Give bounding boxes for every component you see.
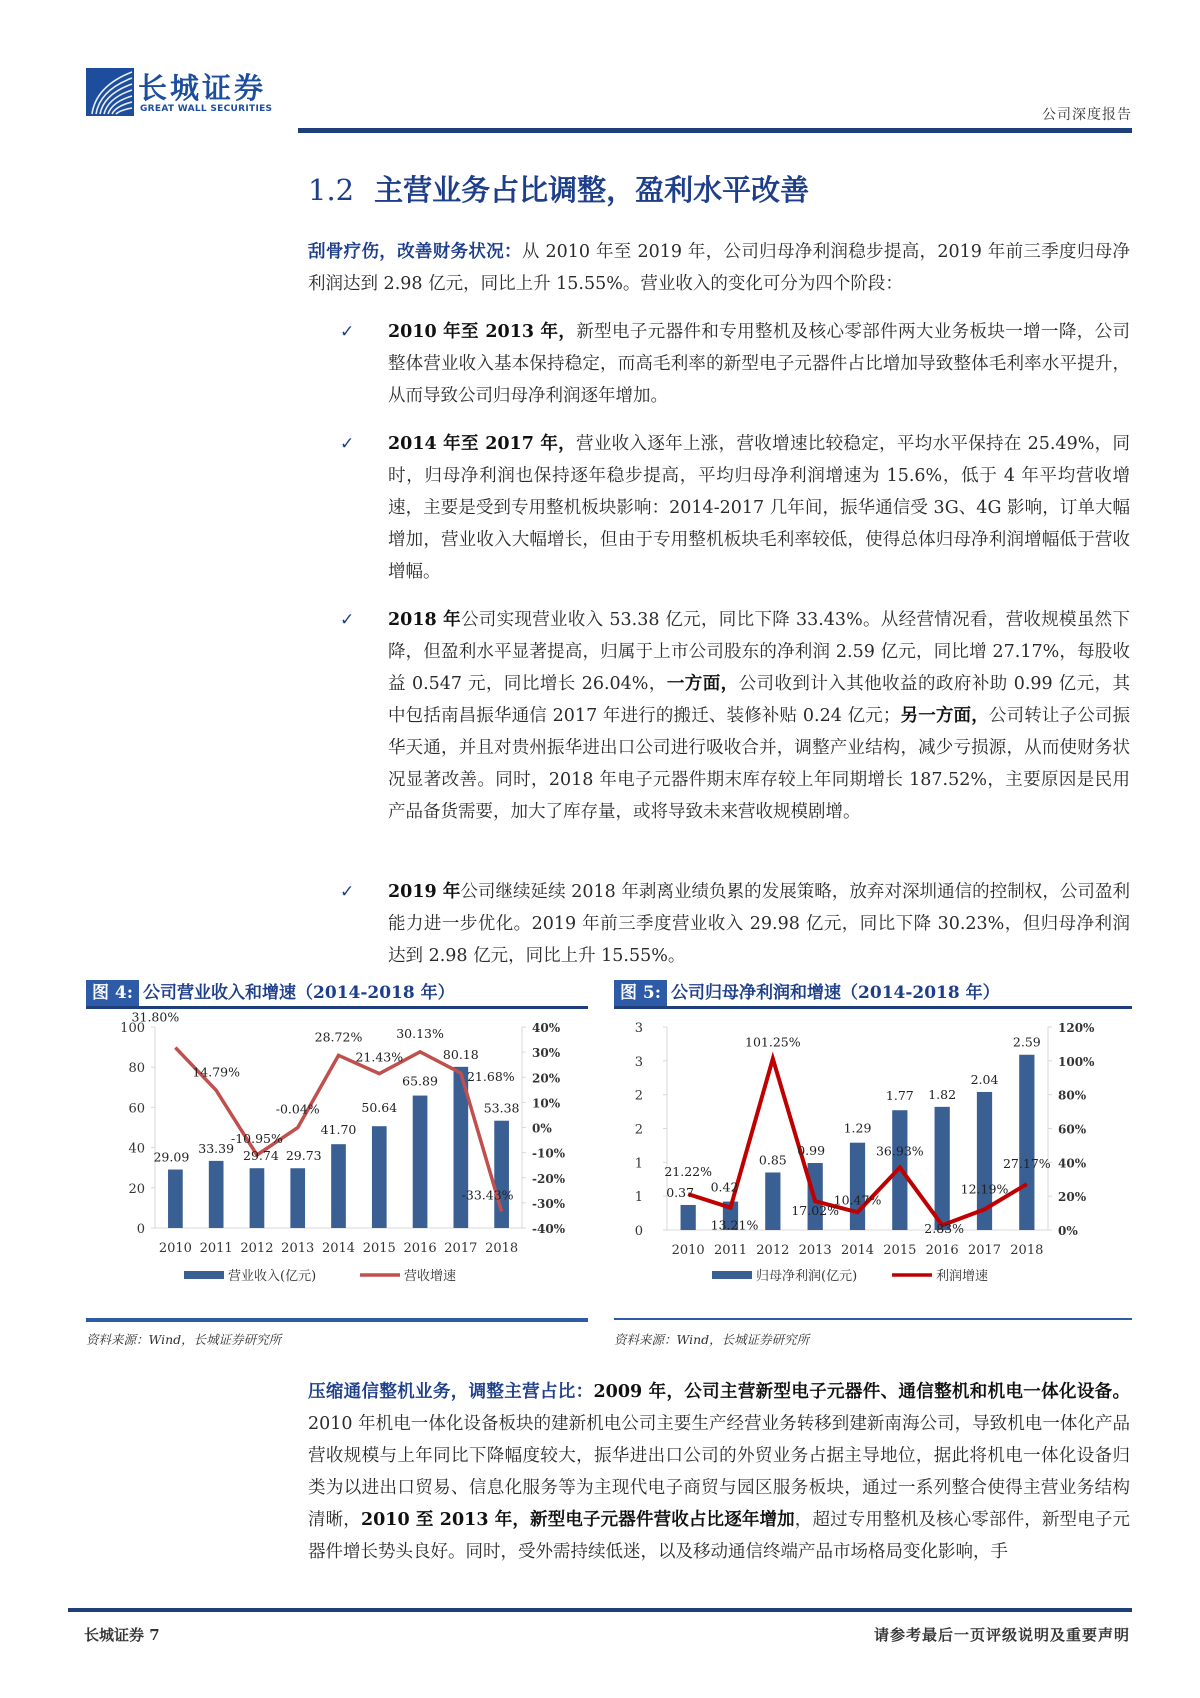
bar xyxy=(765,1172,780,1230)
closing-bold: 2009 年，公司主营新型电子元器件、通信整机和机电一体化设备。 xyxy=(593,1382,1131,1402)
y-axis-tick-label: 0 xyxy=(634,1224,643,1239)
line-value-label: 21.22% xyxy=(664,1164,713,1180)
y-axis-tick-label: 40 xyxy=(128,1141,145,1157)
x-axis-tick-label: 2014 xyxy=(321,1241,356,1256)
bullet-2018 xyxy=(340,604,1130,828)
section-title xyxy=(308,168,809,209)
legend-line-label: 利润增速 xyxy=(936,1269,989,1284)
figure-4 xyxy=(86,980,588,1009)
bar xyxy=(290,1168,305,1228)
bar-value-label: 53.38 xyxy=(483,1100,520,1116)
bar xyxy=(850,1143,865,1230)
legend-line-label: 营收增速 xyxy=(404,1269,457,1284)
line-value-label: 30.13% xyxy=(396,1025,444,1041)
intro-text: 从 2010 年至 2019 年，公司归母净利润稳步提高，2019 年前三季度归母净利润达到 2.98 亿元，同比上升 15.55%。营业收入的变化可分为四个阶段： xyxy=(308,242,1130,294)
y-axis-tick-label: 0 xyxy=(136,1222,145,1237)
bullet-text: 新型电子元器件和专用整机及核心零部件两大业务板块一增一降，公司整体营业收入基本保持稳定，而高毛利率的新型电子元器件占比增加导致整体毛利率水平提升，从而导致公司归母净利润逐年增加。 xyxy=(388,322,1130,406)
bar xyxy=(168,1170,183,1228)
y-axis-tick-label: 2 xyxy=(634,1088,643,1104)
bar xyxy=(209,1161,224,1228)
line-value-label: 31.80% xyxy=(131,1012,180,1025)
checkmark-icon: ✓ xyxy=(340,322,355,342)
figure-5-caption: 公司归母净利润和增速（2014-2018 年） xyxy=(671,983,1000,1003)
bar xyxy=(331,1144,346,1228)
y-axis-tick-label: 3 xyxy=(634,1054,643,1070)
y2-axis-tick-label: -30% xyxy=(532,1196,566,1211)
figure-4-source: 资料来源：Wind，长城证券研究所 xyxy=(86,1332,282,1347)
figure-5-bottom-rule xyxy=(614,1318,1132,1320)
closing-paragraph xyxy=(308,1376,1130,1568)
header-divider xyxy=(298,128,1132,133)
y2-axis-tick-label: 40% xyxy=(532,1021,561,1035)
legend-bar-label: 营业收入(亿元) xyxy=(228,1269,317,1284)
bar-value-label: 1.77 xyxy=(885,1088,914,1104)
bullet-2019 xyxy=(340,876,1130,972)
bar-value-label: 29.73 xyxy=(285,1148,322,1164)
section-number: 1.2 xyxy=(308,173,355,207)
x-axis-tick-label: 2018 xyxy=(1010,1243,1044,1258)
bar xyxy=(1019,1055,1034,1230)
intro-paragraph xyxy=(308,236,1130,300)
bar-value-label: 33.39 xyxy=(198,1140,235,1156)
revenue-chart xyxy=(86,1012,588,1312)
y-axis-tick-label: 80 xyxy=(128,1061,145,1077)
x-axis-tick-label: 2012 xyxy=(240,1241,274,1256)
y-axis-tick-label: 1 xyxy=(634,1156,643,1172)
bar-value-label: 29.74 xyxy=(243,1148,279,1164)
closing-text: ，超过专用整机及核心零部件，新型电子元器件增长势头良好。同时，受外需持续低迷，以及移动通信终端产品市场格局变化影响，手 xyxy=(308,1510,1130,1562)
bar-value-label: 80.18 xyxy=(442,1046,479,1062)
x-axis-tick-label: 2010 xyxy=(158,1241,192,1256)
y2-axis-tick-label: -20% xyxy=(532,1171,566,1186)
line-value-label: 2.83% xyxy=(924,1221,965,1237)
bullet-bold-inline: 一方面， xyxy=(666,674,739,694)
x-axis-tick-label: 2016 xyxy=(925,1243,959,1258)
bar-value-label: 0.42 xyxy=(710,1179,739,1195)
bar-value-label: 0.37 xyxy=(666,1184,695,1200)
y2-axis-tick-label: 60% xyxy=(1058,1122,1087,1137)
bullet-2014-2017 xyxy=(340,428,1130,588)
closing-bold: 2010 至 2013 年，新型电子元器件营收占比逐年增加 xyxy=(360,1510,795,1530)
line-value-label: -0.04% xyxy=(275,1101,320,1117)
line-value-label: 17.02% xyxy=(791,1203,840,1219)
report-type-label: 公司深度报告 xyxy=(1042,107,1132,123)
figure-4-title xyxy=(86,980,588,1009)
bullet-bold: 2010 年至 2013 年， xyxy=(388,322,577,342)
bullet-2010-2013 xyxy=(340,316,1130,412)
checkmark-icon: ✓ xyxy=(340,434,355,454)
bar-value-label: 2.04 xyxy=(970,1071,999,1087)
y2-axis-tick-label: 30% xyxy=(532,1046,561,1061)
footer-page-label: 长城证券 7 xyxy=(84,1626,160,1644)
y-axis-tick-label: 3 xyxy=(634,1021,643,1036)
legend-bar-swatch xyxy=(712,1271,752,1279)
y-axis-tick-label: 20 xyxy=(128,1181,145,1197)
y2-axis-tick-label: 0% xyxy=(532,1121,552,1136)
bar-value-label: 1.82 xyxy=(928,1086,957,1102)
bullet-text: 公司实现营业收入 53.38 亿元，同比下降 33.43%。从经营情况看，营收规模虽然下降，但盈利水平显著提高，归属于上市公司股东的净利润 2.59 亿元，同比增 27.17%，每股收益 0.547 元，同比增长 26.04%， xyxy=(388,610,1130,694)
net-profit-chart xyxy=(614,1012,1132,1312)
line-value-label: 101.25% xyxy=(745,1034,801,1050)
x-axis-tick-label: 2010 xyxy=(671,1243,705,1258)
bar xyxy=(372,1126,387,1228)
figure-5-source: 资料来源：Wind，长城证券研究所 xyxy=(614,1332,810,1347)
y2-axis-tick-label: 120% xyxy=(1058,1021,1095,1035)
figure-5-tag: 图 5: xyxy=(614,980,667,1006)
figure-5-title xyxy=(614,980,1132,1009)
logo-mark xyxy=(86,68,134,116)
bullet-bold: 2019 年 xyxy=(388,882,461,902)
bar-value-label: 1.29 xyxy=(843,1120,872,1136)
y2-axis-tick-label: 80% xyxy=(1058,1088,1087,1103)
line-value-label: 36.93% xyxy=(875,1143,924,1159)
y-axis-tick-label: 100 xyxy=(120,1021,145,1036)
x-axis-tick-label: 2018 xyxy=(485,1241,519,1256)
x-axis-tick-label: 2017 xyxy=(444,1241,478,1256)
x-axis-tick-label: 2015 xyxy=(362,1241,396,1256)
line-value-label: 21.43% xyxy=(355,1049,404,1065)
y-axis-tick-label: 1 xyxy=(634,1190,643,1206)
bullet-text: 公司收到计入其他收益的政府补助 0.99 亿元，其中包括南昌振华通信 2017 年进行的搬迁、装修补贴 0.24 亿元； xyxy=(388,674,1130,726)
figure-4-caption: 公司营业收入和增速（2014-2018 年） xyxy=(143,983,455,1003)
bar xyxy=(413,1096,428,1228)
x-axis-tick-label: 2017 xyxy=(967,1243,1002,1258)
line-value-label: 21.68% xyxy=(466,1069,515,1085)
y-axis-tick-label: 60 xyxy=(128,1101,145,1117)
line-value-label: 13.21% xyxy=(710,1217,759,1233)
line-value-label: 12.19% xyxy=(960,1181,1009,1197)
legend-bar-label: 归母净利润(亿元) xyxy=(756,1269,858,1284)
figure-5 xyxy=(614,980,1132,1009)
y2-axis-tick-label: -10% xyxy=(532,1146,566,1161)
bar-value-label: 0.99 xyxy=(797,1143,826,1159)
logo-wave-icon xyxy=(86,68,134,116)
checkmark-icon: ✓ xyxy=(340,882,355,902)
closing-lead: 压缩通信整机业务，调整主营占比： xyxy=(308,1382,594,1402)
y2-axis-tick-label: 40% xyxy=(1058,1156,1087,1171)
line-value-label: 27.17% xyxy=(1002,1156,1051,1172)
x-axis-tick-label: 2011 xyxy=(199,1241,233,1256)
bullet-text: 公司继续延续 2018 年剥离业绩负累的发展策略，放弃对深圳通信的控制权，公司盈利能力进一步优化。2019 年前三季度营业收入 29.98 亿元，同比下降 30.23%，但归母净利润达到 2.98 亿元，同比上升 15.55%。 xyxy=(388,882,1130,966)
x-axis-tick-label: 2014 xyxy=(840,1243,875,1258)
figure-4-bottom-rule xyxy=(86,1318,588,1322)
legend-bar-swatch xyxy=(184,1271,224,1279)
y2-axis-tick-label: 100% xyxy=(1058,1054,1095,1069)
x-axis-tick-label: 2011 xyxy=(713,1243,748,1258)
line-value-label: 14.79% xyxy=(192,1064,241,1080)
bar xyxy=(935,1107,950,1230)
x-axis-tick-label: 2015 xyxy=(883,1243,917,1258)
bar xyxy=(250,1168,265,1228)
intro-lead: 刮骨疗伤，改善财务状况： xyxy=(308,242,522,262)
x-axis-tick-label: 2016 xyxy=(403,1241,437,1256)
bar xyxy=(494,1121,509,1228)
line-value-label: 10.47% xyxy=(833,1192,882,1208)
line-value-label: 28.72% xyxy=(314,1029,363,1045)
bullet-text: 公司转让子公司振华天通，并且对贵州振华进出口公司进行吸收合并，调整产业结构，减少亏损源，从而使财务状况显著改善。同时，2018 年电子元器件期末库存较上年同期增长 187.52%，主要原因是民用产品备货需要，加大了库存量，或将导致未来营收规模剧增。 xyxy=(388,706,1131,822)
bar-value-label: 41.70 xyxy=(320,1122,357,1138)
bullet-bold: 2018 年 xyxy=(388,610,461,630)
checkmark-icon: ✓ xyxy=(340,610,355,630)
section-heading: 主营业务占比调整，盈利水平改善 xyxy=(374,173,810,207)
closing-text: 2010 年机电一体化设备板块的建新机电公司主要生产经营业务转移到建新南海公司，导致机电一体化产品营收规模与上年同比下降幅度较大，振华进出口公司的外贸业务占据主导地位，据此将机电一体化设备归类为以进出口贸易、信息化服务等为主现代电子商贸与园区服务板块，通过一系列整合使得主营业务结构清晰， xyxy=(308,1414,1130,1530)
logo-text-en: GREAT WALL SECURITIES xyxy=(140,104,273,114)
bar-value-label: 50.64 xyxy=(361,1100,398,1116)
y2-axis-tick-label: 10% xyxy=(532,1096,561,1111)
bar-value-label: 2.59 xyxy=(1012,1034,1041,1050)
x-axis-tick-label: 2013 xyxy=(281,1241,315,1256)
footer-divider xyxy=(68,1608,1132,1612)
y2-axis-tick-label: 20% xyxy=(532,1071,561,1086)
bar-value-label: 0.85 xyxy=(758,1152,787,1168)
line-value-label: -10.95% xyxy=(230,1131,283,1147)
y2-axis-tick-label: 0% xyxy=(1058,1224,1078,1238)
y2-axis-tick-label: 20% xyxy=(1058,1190,1087,1205)
bullet-bold: 2014 年至 2017 年， xyxy=(388,434,576,454)
bullet-text: 营业收入逐年上涨，营收增速比较稳定，平均水平保持在 25.49%，同时，归母净利润也保持逐年稳步提高，平均归母净利润增速为 15.6%，低于 4 年平均营收增速，主要是受到专用整机板块影响：2014-2017 几年间，振华通信受 3G、4G 影响，订单大幅增加，营业收入大幅增长，但由于专用整机板块毛利率较低，使得总体归母净利润增幅低于营收增幅。 xyxy=(388,434,1130,582)
line-value-label: -33.43% xyxy=(461,1187,514,1203)
figure-4-tag: 图 4: xyxy=(86,980,139,1006)
bar-value-label: 29.09 xyxy=(153,1149,190,1165)
logo-text-cn: 长城证券 xyxy=(138,71,267,105)
bar-value-label: 65.89 xyxy=(402,1073,438,1089)
bar xyxy=(681,1205,696,1230)
x-axis-tick-label: 2012 xyxy=(756,1243,790,1258)
bullet-bold-inline: 另一方面， xyxy=(900,706,989,726)
footer-disclaimer: 请参考最后一页评级说明及重要声明 xyxy=(873,1626,1130,1644)
x-axis-tick-label: 2013 xyxy=(798,1243,832,1258)
y2-axis-tick-label: -40% xyxy=(532,1222,566,1236)
y-axis-tick-label: 2 xyxy=(634,1122,643,1138)
